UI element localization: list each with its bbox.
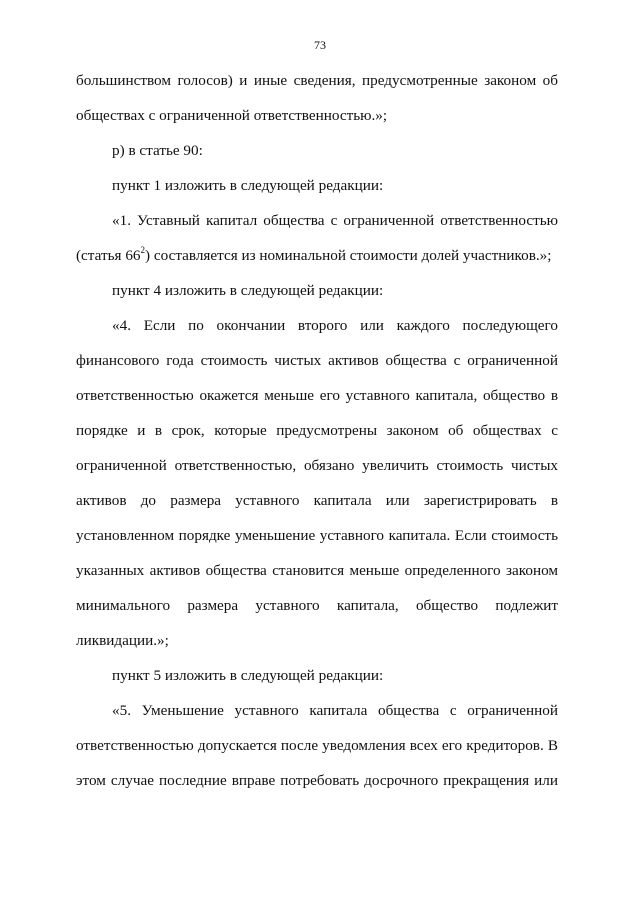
text-line: ответственностью допускается после уведомления всех его кредиторов. В bbox=[76, 737, 558, 754]
text-line: «5. Уменьшение уставного капитала общества с ограниченной bbox=[112, 702, 558, 719]
text-line: минимального размера уставного капитала, общество подлежит bbox=[76, 597, 558, 614]
text-fragment: ) составляется из номинальной стоимости долей участников.»; bbox=[145, 247, 552, 264]
text-line: активов до размера уставного капитала или зарегистрировать в bbox=[76, 492, 558, 509]
text-line: «1. Уставный капитал общества с ограниченной ответственностью bbox=[112, 212, 558, 229]
text-fragment: (статья 66 bbox=[76, 247, 141, 264]
text-line: обществах с ограниченной ответственностью.»; bbox=[76, 107, 388, 124]
text-line: ответственностью окажется меньше его уставного капитала, общество в bbox=[76, 387, 558, 404]
text-line: «4. Если по окончании второго или каждого последующего bbox=[112, 317, 558, 334]
page-number: 73 bbox=[314, 38, 326, 52]
text-line: пункт 1 изложить в следующей редакции: bbox=[112, 177, 384, 194]
superscript: 2 bbox=[140, 244, 146, 255]
text-line: большинством голосов) и иные сведения, предусмотренные законом об bbox=[76, 72, 558, 89]
text-line: р) в статье 90: bbox=[112, 142, 203, 159]
text-line: ограниченной ответственностью, обязано увеличить стоимость чистых bbox=[76, 457, 558, 474]
text-line: этом случае последние вправе потребовать досрочного прекращения или bbox=[76, 772, 558, 789]
text-line: установленном порядке уменьшение уставного капитала. Если стоимость bbox=[76, 527, 558, 544]
text-line: финансового года стоимость чистых активов общества с ограниченной bbox=[76, 352, 558, 369]
text-line: пункт 4 изложить в следующей редакции: bbox=[112, 282, 384, 299]
text-line: пункт 5 изложить в следующей редакции: bbox=[112, 667, 384, 684]
text-line: порядке и в срок, которые предусмотрены законом об обществах с bbox=[76, 422, 558, 439]
text-line: ликвидации.»; bbox=[76, 632, 169, 649]
text-line bbox=[76, 244, 558, 265]
text-line: указанных активов общества становится меньше определенного законом bbox=[76, 562, 558, 579]
